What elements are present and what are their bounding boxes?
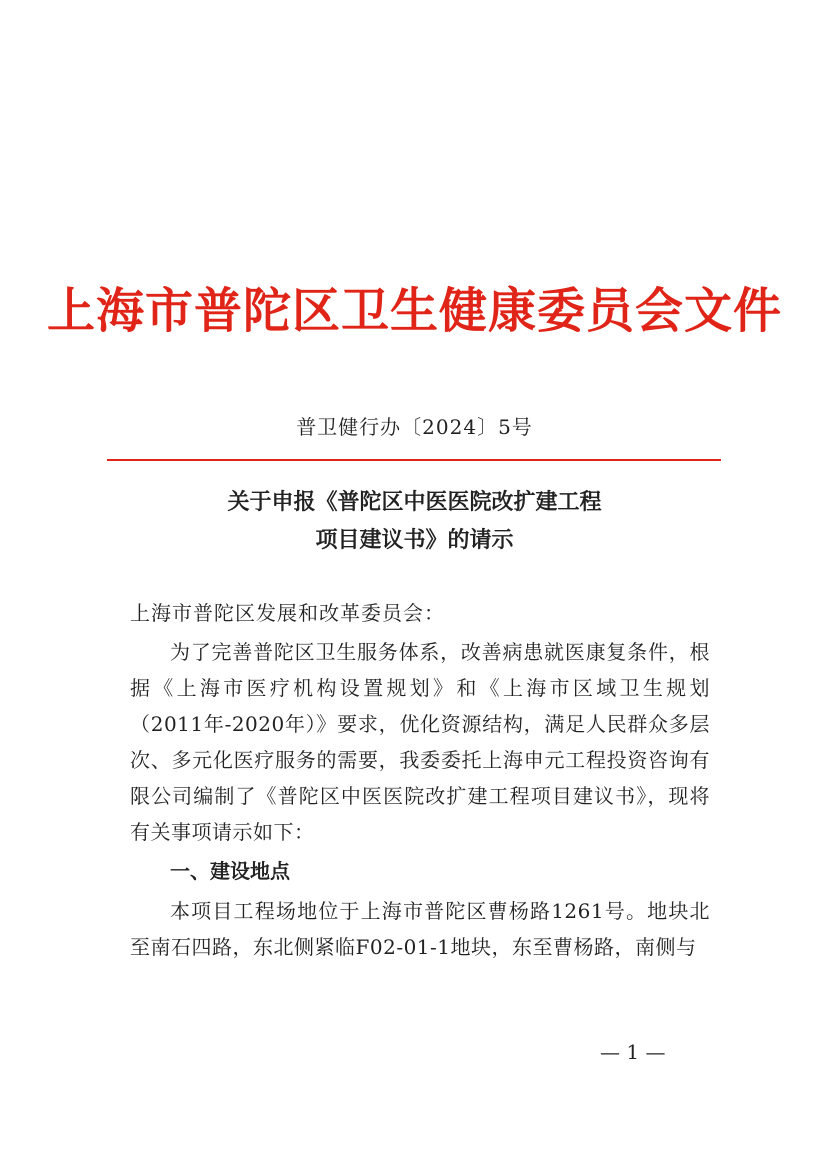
subject-line-2: 项目建议书》的请示 [315,528,514,553]
issuing-authority-title: 上海市普陀区卫生健康委员会文件 [46,283,782,339]
body-paragraph-block-1 [130,634,710,850]
body-paragraph-2: 本项目工程场地位于上海市普陀区曹杨路1261号。地块北至南石四路，东北侧紧临F02-01-1地块，东至曹杨路，南侧与 [130,899,710,959]
body-paragraph-block-2 [130,893,710,965]
page-number: — 1 — [600,1040,666,1064]
red-divider-rule [107,459,721,461]
addressee: 上海市普陀区发展和改革委员会： [130,601,445,625]
section-heading-1: 一、建设地点 [170,859,290,883]
body-paragraph-1: 为了完善普陀区卫生服务体系，改善病患就医康复条件，根据《上海市医疗机构设置规划》和《上海市区域卫生规划（2011年-2020年）》要求，优化资源结构，满足人民群众多层次、多元化医疗服务的需要，我委委托上海申元工程投资咨询有限公司编制了《普陀区中医医院改扩建工程项目建议书》，现将有关事项请示如下： [130,640,710,844]
subject-line-1: 关于申报《普陀区中医医院改扩建工程 [227,490,602,515]
document-number: 普卫健行办〔2024〕5号 [296,415,533,439]
